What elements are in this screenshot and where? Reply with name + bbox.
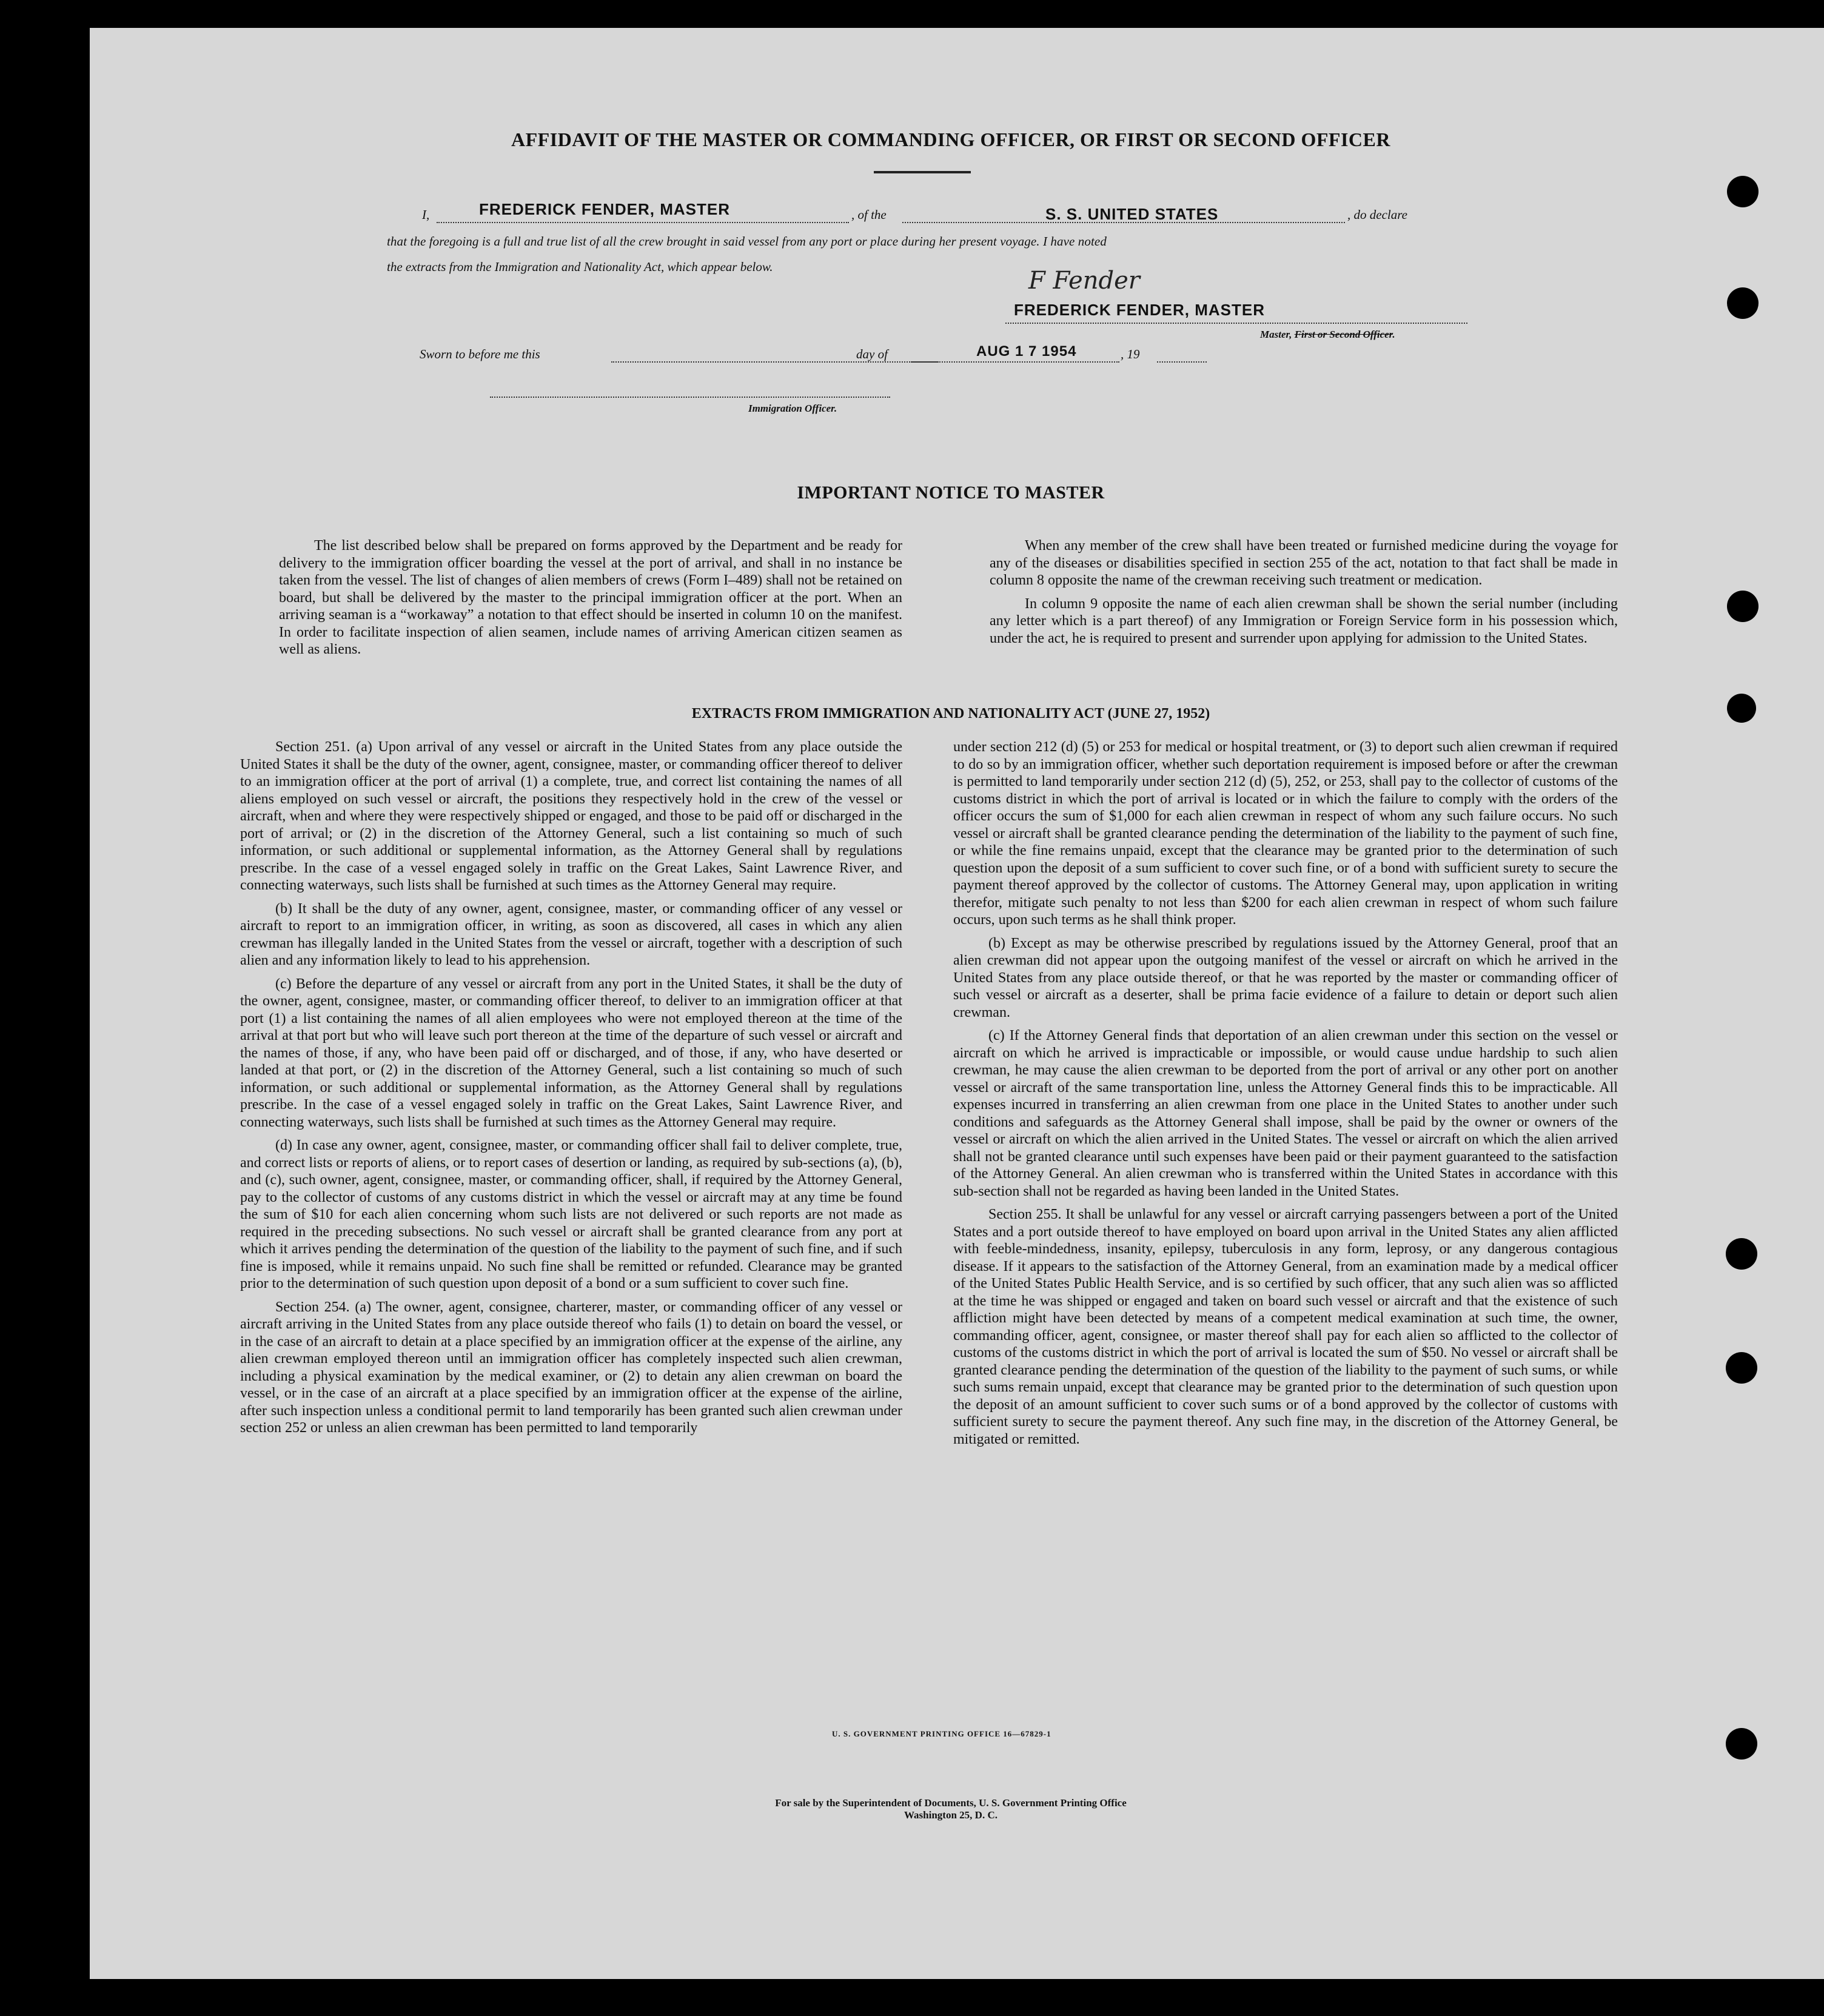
caption-master: Master, <box>1260 329 1295 340</box>
vessel-name: S. S. UNITED STATES <box>1045 205 1219 223</box>
extracts-heading: EXTRACTS FROM IMMIGRATION AND NATIONALITY ACT (JUNE 27, 1952) <box>691 706 1210 722</box>
sale-notice <box>514 1797 1387 1821</box>
declarant-name: FREDERICK FENDER, MASTER <box>479 200 731 218</box>
sale-notice-line-1: For sale by the Superintendent of Documents, U. S. Government Printing Office <box>775 1797 1127 1809</box>
do-declare-label: , do declare <box>1347 207 1407 222</box>
day-of-label: day of <box>856 347 888 361</box>
notice-left-column <box>279 537 902 665</box>
declaration-text-2: the extracts from the Immigration and Nationality Act, which appear below. <box>387 260 773 274</box>
title-divider <box>874 171 971 173</box>
binder-hole <box>1727 694 1756 723</box>
notice-right-column <box>990 537 1618 653</box>
notice-paragraph: The list described below shall be prepared on forms approved by the Department and be ready for delivery to the immigration officer boarding the vessel at the port of arrival, and shall in no instance be taken from the vessel. The list of changes of alien members of crews (Form I–489) shall not be retained on board, but shall be delivered by the master to the principal immigration officer at the port. When an arriving seaman is a “workaway” a notation to that effect should be inserted in column 10 on the manifest. In order to facilitate inspection of alien seamen, include names of arriving American citizen seamen as well as aliens. <box>279 538 902 657</box>
extract-paragraph: Section 254. (a) The owner, agent, consignee, charterer, master, or commanding officer of any vessel or aircraft arriving in the United States from any place outside thereof who fails (1) to detain on board the vessel, or in the case of an aircraft to detain at a place specified by an immigration officer at the expense of the airline, any alien crewman employed thereon until an immigration officer has completely inspected such alien crewman, including a physical examination by the medical examiner, or (2) to detain any alien crewman on board the vessel, or in the case of an aircraft at a place specified by an immigration officer at the expense of the airline, after such inspection unless a conditional permit to land temporarily has been granted such alien crewman under section 252 or unless an alien crewman has been permitted to land temporarily <box>240 1299 902 1436</box>
year-label: , 19 <box>1121 347 1140 361</box>
caption-struck-officer: First or Second Officer <box>1294 329 1393 340</box>
extract-paragraph: (c) Before the departure of any vessel or aircraft from any port in the United States, it shall be the duty of the owner, agent, consignee, master, or commanding officer thereof, to deliver to an immigration officer at that port (1) a list containing the names of all alien employees who were not employed thereon at the time of the arrival at that port but who will leave such port thereon at the time of the departure of such vessel or aircraft and the names of those, if any, who have been paid off or discharged, and of those, if any, who have deserted or landed at that port, or (2) in the discretion of the Attorney General, such a list containing so much of such information, or such additional or supplemental information, as the Attorney General shall by regulations prescribe. In the case of a vessel engaged solely in traffic on the Great Lakes, Saint Lawrence River, and connecting waterways, such lists shall be furnished at such times as the Attorney General may require. <box>240 976 902 1130</box>
date-stamp: AUG 1 7 1954 <box>976 343 1077 360</box>
binder-hole <box>1727 287 1759 319</box>
notice-title: IMPORTANT NOTICE TO MASTER <box>797 483 1105 503</box>
extract-paragraph: Section 255. It shall be unlawful for any vessel or aircraft carrying passengers between a port of the United States and a port outside thereof to have employed on board upon arrival in the United States any alien afflicted with feeble-mindedness, insanity, epilepsy, tuberculosis in any form, leprosy, or any dangerous contagious disease. If it appears to the satisfaction of the Attorney General, from an examination made by a medical officer of the United States Public Health Service, and is so certified by such officer, that any such alien was so afflicted at the time he was shipped or engaged and taken on board such vessel or aircraft and that the existence of such affliction might have been detected by means of a competent medical examination at such time, the owner, commanding officer, agent, consignee, or master thereof shall pay for each alien so afflicted to the collector of customs of the customs district in which the port of arrival is located the sum of $50. No vessel or aircraft shall be granted clearance pending the determination of the question of the liability to the payment of such sums, or while such sums remain unpaid, except that clearance may be granted prior to the determination of such question upon the deposit of an amount sufficient to cover such sums or of a bond approved by the collector of customs with sufficient surety to secure the payment thereof. Any such fine may, in the discretion of the Attorney General, be mitigated or remitted. <box>953 1207 1618 1447</box>
extracts-right-column <box>953 738 1618 1454</box>
binder-hole <box>1727 591 1759 622</box>
extract-paragraph: (b) Except as may be otherwise prescribed by regulations issued by the Attorney General, proof that an alien crewman did not appear upon the outgoing manifest of the vessel or aircraft on which he arrived in the United States from any place outside thereof, or that he was reported by the master or commanding officer of such vessel or aircraft as a deserter, shall be prima facie evidence of a failure to detain or deport such alien crewman. <box>953 935 1618 1020</box>
affidavit-title: AFFIDAVIT OF THE MASTER OR COMMANDING OFFICER, OR FIRST OR SECOND OFFICER <box>511 129 1390 150</box>
of-the-label: , of the <box>851 207 887 222</box>
extract-paragraph: (c) If the Attorney General finds that deportation of an alien crewman under this section on the vessel or aircraft on which he arrived is impracticable or impossible, or would cause undue hardship to such alien crewman, he may cause the alien crewman to be deported from the port of arrival or any other port on another vessel or aircraft of the same transportation line, unless the Attorney General finds this to be impracticable. All expenses incurred in transferring an alien crewman from one place in the United States to another under such conditions and safeguards as the Attorney General shall impose, shall be paid by the owner or owners of the vessel or aircraft on which the alien arrived in the United States. The vessel or aircraft on which the alien arrived shall not be granted clearance until such expenses have been paid or their payment guaranteed to the satisfaction of the Attorney General. An alien crewman who is transferred within the United States in accordance with this sub-section shall not be regarded as having been landed in the United States. <box>953 1028 1618 1199</box>
declarant-field-line <box>437 222 849 223</box>
notice-paragraph: When any member of the crew shall have been treated or furnished medicine during the voyage for any of the diseases or disabilities specified in section 255 of the act, notation to that fact shall be made in column 8 opposite the name of the crewman receiving such treatment or medication. <box>990 538 1618 588</box>
gpo-imprint: U. S. GOVERNMENT PRINTING OFFICE 16—67829-1 <box>832 1729 1051 1738</box>
binder-hole <box>1726 1352 1757 1384</box>
sworn-date-line <box>911 361 1119 363</box>
binder-hole <box>1726 1728 1757 1760</box>
sale-notice-line-2: Washington 25, D. C. <box>904 1809 998 1821</box>
signature-line <box>1005 323 1467 324</box>
officer-signature-line <box>490 397 890 398</box>
officer-caption: Immigration Officer. <box>748 403 837 414</box>
declarant-prefix: I, <box>422 207 430 222</box>
extract-paragraph: (d) In case any owner, agent, consignee, master, or commanding officer shall fail to deliver complete, true, and correct lists or reports of aliens, or to report cases of desertion or landing, as required by sub-sections (a), (b), and (c), such owner, agent, consignee, master, or commanding officer, shall, if required by the Attorney General, pay to the collector of customs of any customs district in which the vessel or aircraft may at any time be found the sum of $10 for each alien concerning whom such lists are not delivered or such reports are not made as required in the preceding subsections. No such vessel or aircraft shall be granted clearance from any port at which it arrives pending the determination of the question of the liability to the payment of such fine, and if such fine is imposed, while it remains unpaid. No such fine shall be remitted or refunded. Clearance may be granted prior to the determination of such question upon deposit of a bond or a sum sufficient to cover such fine. <box>240 1137 902 1291</box>
signature-caption <box>1260 329 1395 341</box>
sworn-label: Sworn to before me this <box>420 347 540 361</box>
handwritten-signature: F Fender <box>1028 267 1140 295</box>
notice-paragraph: In column 9 opposite the name of each alien crewman shall be shown the serial number (including any letter which is a part thereof) of any Immigration or Foreign Service form in his possession which, under the act, he is required to present and surrender upon applying for admission to the United States. <box>990 595 1618 646</box>
extract-paragraph: Section 251. (a) Upon arrival of any vessel or aircraft in the United States from any place outside the United States it shall be the duty of the owner, agent, consignee, master, or commanding officer thereof to deliver to an immigration officer at the port of arrival (1) a complete, true, and correct list containing the names of all aliens employed on such vessel or aircraft, the positions they respectively hold in the crew of the vessel or aircraft, when and where they were respectively shipped or engaged, and those to be paid off or discharged in the port of arrival; or (2) in the discretion of the Attorney General, such a list containing so much of such information, or such additional or supplemental information, as the Attorney General shall by regulations prescribe. In the case of a vessel engaged solely in traffic on the Great Lakes, Saint Lawrence River, and connecting waterways, such lists shall be furnished at such times as the Attorney General may require. <box>240 739 902 893</box>
binder-hole <box>1726 1238 1757 1270</box>
sworn-day-line <box>611 361 939 363</box>
extract-paragraph: under section 212 (d) (5) or 253 for medical or hospital treatment, or (3) to deport such alien crewman if required to do so by an immigration officer, whether such deportation requirement is imposed before or after the crewman is permitted to land temporarily under section 212 (d) (5), 252, or 253, shall pay to the collector of customs of the customs district in which the port of arrival is located or in which the failure to comply with the orders of the officer occurs the sum of $1,000 for each alien crewman in respect of whom any such failure occurs. No such vessel or aircraft shall be granted clearance pending the determination of the liability to the payment of such fine, or while the fine remains unpaid, except that the clearance may be granted prior to the determination of such question upon the deposit of a sum sufficient to cover such fine, or of a bond with sufficient surety to secure the payment thereof approved by the collector of customs. The Attorney General may, upon application in writing therefor, mitigate such penalty to not less than $200 for each alien crewman in respect of whom such failure occurs, upon such terms as he shall think proper. <box>953 739 1618 928</box>
form-page <box>90 28 1824 1979</box>
year-line <box>1157 361 1207 363</box>
binder-hole <box>1727 176 1759 207</box>
typed-signature: FREDERICK FENDER, MASTER <box>1014 301 1266 319</box>
extracts-left-column <box>240 738 902 1443</box>
extract-paragraph: (b) It shall be the duty of any owner, agent, consignee, master, or commanding officer of any vessel or aircraft to report to an immigration officer, in writing, as soon as discovered, all cases in which any alien crewman has illegally landed in the United States from the vessel or aircraft, together with a description of such alien and any information likely to lead to his apprehension. <box>240 900 902 968</box>
caption-period: . <box>1392 329 1395 340</box>
declaration-text-1: that the foregoing is a full and true list of all the crew brought in said vessel from any port or place during her present voyage. I have noted <box>387 234 1107 249</box>
